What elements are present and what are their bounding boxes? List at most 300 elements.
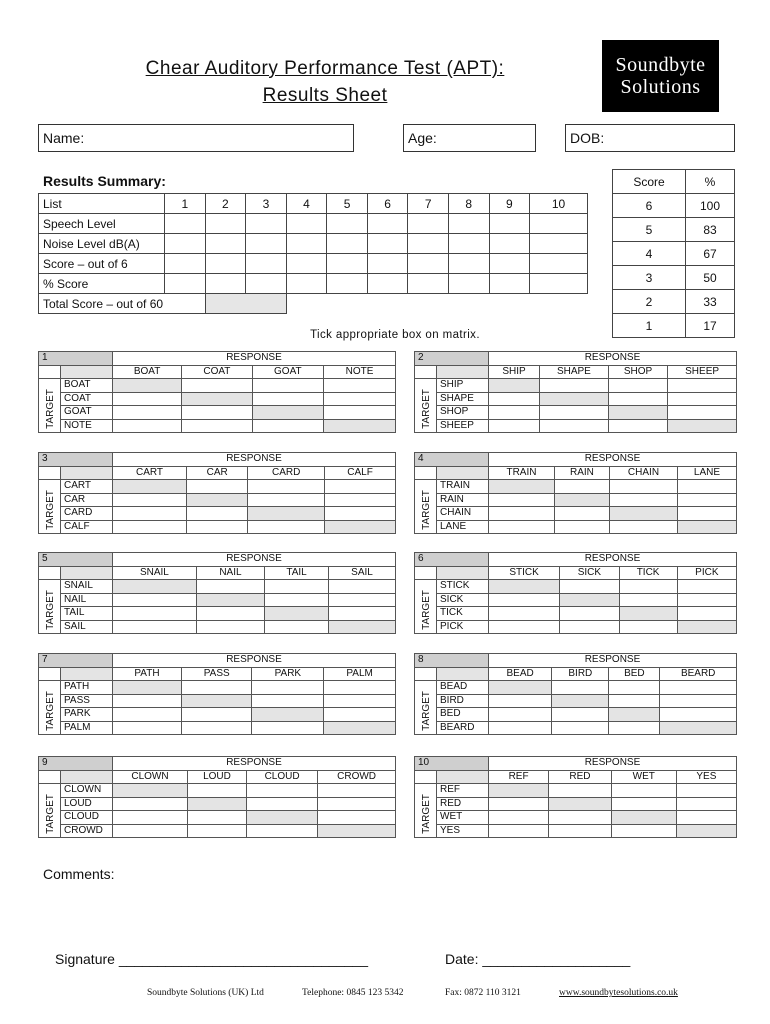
matrix-cell[interactable] xyxy=(181,708,252,722)
matrix-target-row xyxy=(39,480,396,494)
response-word: WET xyxy=(611,770,676,784)
target-word: PATH xyxy=(61,681,113,695)
matrix-cell[interactable] xyxy=(325,507,396,521)
matrix-target-row xyxy=(39,507,396,521)
matrix-cell[interactable] xyxy=(113,392,182,406)
matrix-cell[interactable] xyxy=(248,520,325,534)
matrix-cell[interactable] xyxy=(181,721,252,735)
signature-line[interactable]: Signature ________________________________ xyxy=(55,951,368,967)
response-word: PASS xyxy=(181,667,252,681)
list-number: 5 xyxy=(327,194,368,214)
matrix-cell[interactable] xyxy=(554,507,609,521)
target-word: REF xyxy=(437,784,489,798)
matrix-cell[interactable] xyxy=(318,797,396,811)
matrix-cell[interactable] xyxy=(113,811,188,825)
matrix-cell[interactable] xyxy=(677,607,736,621)
matrix-cell[interactable] xyxy=(187,811,246,825)
matrix-cell[interactable] xyxy=(113,419,182,433)
matrix-header-row xyxy=(415,757,737,771)
matrix-cell[interactable] xyxy=(560,620,619,634)
matrix-cell[interactable] xyxy=(609,694,660,708)
matrix-target-row xyxy=(415,681,737,695)
matrix-cell[interactable] xyxy=(113,784,188,798)
score-value: 1 xyxy=(613,314,686,338)
matrix-target-row xyxy=(39,620,396,634)
target-word: BEARD xyxy=(437,721,489,735)
matrix-cell[interactable] xyxy=(554,493,609,507)
response-label: RESPONSE xyxy=(113,352,396,366)
matrix-target-row xyxy=(415,620,737,634)
matrix-header-row xyxy=(39,352,396,366)
matrix-cell[interactable] xyxy=(668,392,737,406)
matrix-cell[interactable] xyxy=(318,824,396,838)
matrix-6 xyxy=(414,552,737,634)
matrix-cell[interactable] xyxy=(187,480,248,494)
matrix-7 xyxy=(38,653,396,735)
matrix-cell[interactable] xyxy=(677,620,736,634)
response-word: GOAT xyxy=(252,365,324,379)
matrix-8 xyxy=(414,653,737,735)
age-field[interactable] xyxy=(403,124,536,152)
matrix-number: 7 xyxy=(39,654,113,668)
footer-telephone: Telephone: 0845 123 5342 xyxy=(302,988,404,998)
matrix-cell[interactable] xyxy=(324,392,396,406)
response-word: CHAIN xyxy=(610,466,678,480)
response-label: RESPONSE xyxy=(489,654,737,668)
row-label: Score – out of 6 xyxy=(39,254,165,274)
matrix-cell[interactable] xyxy=(560,593,619,607)
matrix-cell[interactable] xyxy=(619,580,677,594)
footer-company: Soundbyte Solutions (UK) Ltd xyxy=(147,988,264,998)
matrix-cell[interactable] xyxy=(489,480,555,494)
target-label-cell xyxy=(39,480,61,534)
matrix-cell[interactable] xyxy=(113,379,182,393)
matrix-cell[interactable] xyxy=(324,379,396,393)
matrix-cell[interactable] xyxy=(609,708,660,722)
matrix-cell[interactable] xyxy=(611,811,676,825)
matrix-cell[interactable] xyxy=(668,406,737,420)
matrix-cell[interactable] xyxy=(324,419,396,433)
matrix-cell[interactable] xyxy=(610,507,678,521)
matrix-cell[interactable] xyxy=(489,797,549,811)
summary-table xyxy=(38,193,588,314)
matrix-cell[interactable] xyxy=(540,419,609,433)
matrix-cell[interactable] xyxy=(182,419,252,433)
matrix-header-row xyxy=(39,453,396,467)
response-word: CAR xyxy=(187,466,248,480)
matrix-cell[interactable] xyxy=(489,580,560,594)
matrix-cell[interactable] xyxy=(113,507,187,521)
matrix-cell[interactable] xyxy=(677,493,736,507)
matrix-cell[interactable] xyxy=(554,480,609,494)
matrix-cell[interactable] xyxy=(489,507,555,521)
target-word: YES xyxy=(437,824,489,838)
list-label: List xyxy=(39,194,165,214)
percent-value: 50 xyxy=(686,266,735,290)
matrix-cell[interactable] xyxy=(318,811,396,825)
matrix-cell[interactable] xyxy=(252,379,324,393)
matrix-cell[interactable] xyxy=(489,607,560,621)
list-number: 9 xyxy=(489,194,530,214)
target-label-cell xyxy=(415,681,437,735)
matrix-number: 8 xyxy=(415,654,489,668)
percent-value: 33 xyxy=(686,290,735,314)
target-label: TARGET xyxy=(44,490,56,530)
matrix-cell[interactable] xyxy=(252,721,324,735)
row-label: % Score xyxy=(39,274,165,294)
matrix-cell[interactable] xyxy=(540,406,609,420)
matrix-cell[interactable] xyxy=(489,708,552,722)
matrix-cell[interactable] xyxy=(325,480,396,494)
matrix-10 xyxy=(414,756,737,838)
matrix-cell[interactable] xyxy=(113,493,187,507)
summary-row xyxy=(39,274,588,294)
company-logo xyxy=(602,40,719,112)
matrix-header-row xyxy=(415,553,737,567)
matrix-target-row xyxy=(39,580,396,594)
matrix-cell[interactable] xyxy=(187,520,248,534)
matrix-cell[interactable] xyxy=(113,620,197,634)
matrix-cell[interactable] xyxy=(540,379,609,393)
total-label: Total Score – out of 60 xyxy=(39,294,206,314)
matrix-cell[interactable] xyxy=(611,797,676,811)
matrix-cell[interactable] xyxy=(489,694,552,708)
matrix-cell[interactable] xyxy=(182,379,252,393)
matrix-cell[interactable] xyxy=(677,520,736,534)
response-word: BEARD xyxy=(660,667,737,681)
matrix-cell[interactable] xyxy=(252,419,324,433)
matrix-cell[interactable] xyxy=(329,607,396,621)
matrix-cell[interactable] xyxy=(660,708,737,722)
matrix-cell[interactable] xyxy=(489,520,555,534)
matrix-cell[interactable] xyxy=(113,824,188,838)
matrix-number: 4 xyxy=(415,453,489,467)
dob-field[interactable] xyxy=(565,124,735,152)
target-word: PARK xyxy=(61,708,113,722)
matrix-cell[interactable] xyxy=(489,784,549,798)
target-word: RAIN xyxy=(437,493,489,507)
matrix-target-row xyxy=(39,493,396,507)
matrix-cell[interactable] xyxy=(187,493,248,507)
matrix-cell[interactable] xyxy=(318,784,396,798)
target-label-cell xyxy=(415,379,437,433)
matrix-cell[interactable] xyxy=(113,797,188,811)
matrix-cell[interactable] xyxy=(181,694,252,708)
target-label: TARGET xyxy=(44,590,56,630)
instruction-text: Tick appropriate box on matrix. xyxy=(310,329,480,341)
matrix-cell[interactable] xyxy=(113,721,182,735)
summary-header-row xyxy=(39,194,588,214)
logo-line2: Solutions xyxy=(620,76,701,98)
matrix-cell[interactable] xyxy=(196,580,264,594)
response-word: SHEEP xyxy=(668,365,737,379)
response-word: REF xyxy=(489,770,549,784)
matrix-cell[interactable] xyxy=(252,406,324,420)
matrix-cell[interactable] xyxy=(619,593,677,607)
target-word: SHIP xyxy=(437,379,489,393)
matrix-target-row xyxy=(415,419,737,433)
matrix-cell[interactable] xyxy=(619,620,677,634)
matrix-cell[interactable] xyxy=(181,681,252,695)
matrix-cell[interactable] xyxy=(187,507,248,521)
matrix-cell[interactable] xyxy=(196,607,264,621)
matrix-3 xyxy=(38,452,396,534)
matrix-cell[interactable] xyxy=(252,708,324,722)
matrix-cell[interactable] xyxy=(265,593,329,607)
target-label-cell xyxy=(415,480,437,534)
matrix-cell[interactable] xyxy=(668,419,737,433)
matrix-cell[interactable] xyxy=(619,607,677,621)
matrix-cell[interactable] xyxy=(668,379,737,393)
target-word: NAIL xyxy=(61,593,113,607)
matrix-cell[interactable] xyxy=(549,784,612,798)
response-word: LOUD xyxy=(187,770,246,784)
target-word: PICK xyxy=(437,620,489,634)
matrix-cell[interactable] xyxy=(113,580,197,594)
matrix-target-row xyxy=(415,406,737,420)
matrix-cell[interactable] xyxy=(329,593,396,607)
total-score-cell[interactable] xyxy=(205,294,286,314)
summary-row xyxy=(39,254,588,274)
matrix-cell[interactable] xyxy=(560,607,619,621)
response-word: SHAPE xyxy=(540,365,609,379)
matrix-target-row xyxy=(39,419,396,433)
matrix-cell[interactable] xyxy=(489,681,552,695)
matrix-header-row xyxy=(415,453,737,467)
response-word: PARK xyxy=(252,667,324,681)
matrix-cell[interactable] xyxy=(489,493,555,507)
matrix-cell[interactable] xyxy=(265,580,329,594)
name-field[interactable] xyxy=(38,124,354,152)
matrix-cell[interactable] xyxy=(265,607,329,621)
row-label: Speech Level xyxy=(39,214,165,234)
target-word: LOUD xyxy=(61,797,113,811)
matrix-cell[interactable] xyxy=(182,392,252,406)
matrix-cell[interactable] xyxy=(549,811,612,825)
matrix-cell[interactable] xyxy=(252,392,324,406)
matrix-cell[interactable] xyxy=(489,419,540,433)
matrix-cell[interactable] xyxy=(611,824,676,838)
matrix-cell[interactable] xyxy=(677,507,736,521)
matrix-cell[interactable] xyxy=(610,480,678,494)
matrix-cell[interactable] xyxy=(677,480,736,494)
summary-total-row xyxy=(39,294,588,314)
target-word: CROWD xyxy=(61,824,113,838)
matrix-cell[interactable] xyxy=(660,681,737,695)
matrix-target-row xyxy=(415,784,737,798)
response-word: CROWD xyxy=(318,770,396,784)
score-value: 4 xyxy=(613,242,686,266)
matrix-cell[interactable] xyxy=(196,593,264,607)
age-label: Age: xyxy=(408,130,437,146)
matrix-cell[interactable] xyxy=(246,824,317,838)
matrix-cell[interactable] xyxy=(187,824,246,838)
matrix-cell[interactable] xyxy=(552,721,609,735)
target-label-cell xyxy=(39,784,61,838)
matrix-cell[interactable] xyxy=(660,721,737,735)
list-number: 10 xyxy=(530,194,588,214)
matrix-target-row xyxy=(415,392,737,406)
target-word: BIRD xyxy=(437,694,489,708)
matrix-cell[interactable] xyxy=(246,811,317,825)
matrix-cell[interactable] xyxy=(489,824,549,838)
list-number: 2 xyxy=(205,194,246,214)
matrix-number: 3 xyxy=(39,453,113,467)
matrix-cell[interactable] xyxy=(324,708,396,722)
matrix-cell[interactable] xyxy=(248,507,325,521)
target-word: SHOP xyxy=(437,406,489,420)
matrix-cell[interactable] xyxy=(660,694,737,708)
matrix-response-row xyxy=(415,667,737,681)
target-word: SAIL xyxy=(61,620,113,634)
matrix-cell[interactable] xyxy=(113,607,197,621)
matrix-cell[interactable] xyxy=(246,797,317,811)
matrix-response-row xyxy=(39,466,396,480)
matrix-target-row xyxy=(39,593,396,607)
response-word: TRAIN xyxy=(489,466,555,480)
matrix-cell[interactable] xyxy=(324,681,396,695)
matrix-cell[interactable] xyxy=(325,493,396,507)
response-word: NOTE xyxy=(324,365,396,379)
matrix-cell[interactable] xyxy=(489,620,560,634)
matrix-target-row xyxy=(415,811,737,825)
target-label: TARGET xyxy=(420,691,432,731)
date-line[interactable]: Date: ___________________ xyxy=(445,951,631,967)
matrix-cell[interactable] xyxy=(549,824,612,838)
matrix-cell[interactable] xyxy=(248,493,325,507)
percent-header: % xyxy=(686,170,735,194)
matrix-cell[interactable] xyxy=(113,681,182,695)
target-word: CAR xyxy=(61,493,113,507)
matrix-number: 1 xyxy=(39,352,113,366)
list-number: 3 xyxy=(246,194,287,214)
matrix-cell[interactable] xyxy=(113,520,187,534)
matrix-cell[interactable] xyxy=(325,520,396,534)
response-label: RESPONSE xyxy=(113,654,396,668)
matrix-cell[interactable] xyxy=(196,620,264,634)
matrix-cell[interactable] xyxy=(187,784,246,798)
matrix-response-row xyxy=(39,566,396,580)
matrix-cell[interactable] xyxy=(611,784,676,798)
matrix-response-row xyxy=(415,566,737,580)
matrix-cell[interactable] xyxy=(252,694,324,708)
target-word: CHAIN xyxy=(437,507,489,521)
matrix-cell[interactable] xyxy=(677,580,736,594)
matrix-cell[interactable] xyxy=(677,593,736,607)
matrix-cell[interactable] xyxy=(489,811,549,825)
score-value: 3 xyxy=(613,266,686,290)
matrix-cell[interactable] xyxy=(489,721,552,735)
matrix-cell[interactable] xyxy=(552,694,609,708)
matrix-cell[interactable] xyxy=(248,480,325,494)
matrix-number: 9 xyxy=(39,757,113,771)
matrix-cell[interactable] xyxy=(324,721,396,735)
response-word: RED xyxy=(549,770,612,784)
matrix-cell[interactable] xyxy=(676,811,736,825)
matrix-cell[interactable] xyxy=(246,784,317,798)
response-word: PALM xyxy=(324,667,396,681)
matrix-cell[interactable] xyxy=(265,620,329,634)
matrix-cell[interactable] xyxy=(113,708,182,722)
list-number: 8 xyxy=(448,194,489,214)
matrix-cell[interactable] xyxy=(329,580,396,594)
matrix-target-row xyxy=(415,708,737,722)
matrix-cell[interactable] xyxy=(489,593,560,607)
list-number: 4 xyxy=(286,194,327,214)
response-word: BIRD xyxy=(552,667,609,681)
matrix-cell[interactable] xyxy=(489,406,540,420)
matrix-cell[interactable] xyxy=(113,694,182,708)
matrix-cell[interactable] xyxy=(608,379,667,393)
matrix-cell[interactable] xyxy=(609,681,660,695)
response-word: BEAD xyxy=(489,667,552,681)
target-word: PALM xyxy=(61,721,113,735)
matrix-cell[interactable] xyxy=(113,480,187,494)
response-word: CLOUD xyxy=(246,770,317,784)
matrix-cell[interactable] xyxy=(676,797,736,811)
target-word: NOTE xyxy=(61,419,113,433)
target-word: BED xyxy=(437,708,489,722)
matrix-cell[interactable] xyxy=(489,392,540,406)
matrix-cell[interactable] xyxy=(609,721,660,735)
matrix-cell[interactable] xyxy=(182,406,252,420)
matrix-response-row xyxy=(39,770,396,784)
name-label: Name: xyxy=(43,130,85,146)
matrix-cell[interactable] xyxy=(560,580,619,594)
response-word: YES xyxy=(676,770,736,784)
matrix-cell[interactable] xyxy=(552,708,609,722)
target-word: CARD xyxy=(61,507,113,521)
matrix-cell[interactable] xyxy=(324,694,396,708)
footer-fax: Fax: 0872 110 3121 xyxy=(445,988,521,998)
matrix-cell[interactable] xyxy=(676,824,736,838)
target-word: CART xyxy=(61,480,113,494)
matrix-2 xyxy=(414,351,737,433)
matrix-cell[interactable] xyxy=(187,797,246,811)
response-label: RESPONSE xyxy=(113,453,396,467)
matrix-cell[interactable] xyxy=(610,520,678,534)
matrix-9 xyxy=(38,756,396,838)
matrix-cell[interactable] xyxy=(252,681,324,695)
matrix-cell[interactable] xyxy=(610,493,678,507)
summary-row xyxy=(39,234,588,254)
target-word: BOAT xyxy=(61,379,113,393)
response-word: SICK xyxy=(560,566,619,580)
matrix-cell[interactable] xyxy=(324,406,396,420)
matrix-cell[interactable] xyxy=(608,406,667,420)
matrix-cell[interactable] xyxy=(489,379,540,393)
matrix-cell[interactable] xyxy=(549,797,612,811)
footer-website-link[interactable]: www.soundbytesolutions.co.uk xyxy=(559,988,678,998)
response-word: CLOWN xyxy=(113,770,188,784)
matrix-target-row xyxy=(415,721,737,735)
matrix-cell[interactable] xyxy=(329,620,396,634)
matrix-cell[interactable] xyxy=(113,593,197,607)
matrix-cell[interactable] xyxy=(554,520,609,534)
matrix-cell[interactable] xyxy=(552,681,609,695)
matrix-target-row xyxy=(39,392,396,406)
response-word: LANE xyxy=(677,466,736,480)
matrix-cell[interactable] xyxy=(676,784,736,798)
matrix-number: 6 xyxy=(415,553,489,567)
matrix-cell[interactable] xyxy=(540,392,609,406)
response-word: TAIL xyxy=(265,566,329,580)
matrix-cell[interactable] xyxy=(113,406,182,420)
matrix-number: 2 xyxy=(415,352,489,366)
matrix-cell[interactable] xyxy=(608,419,667,433)
score-value: 5 xyxy=(613,218,686,242)
matrix-cell[interactable] xyxy=(608,392,667,406)
